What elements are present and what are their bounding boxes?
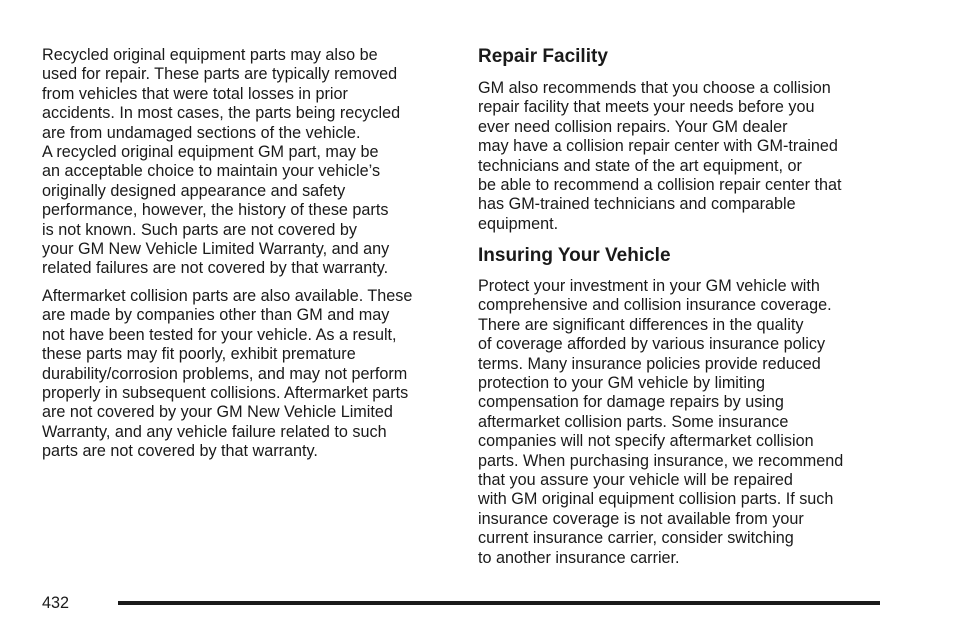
text-line: be able to recommend a collision repair center that: [478, 176, 842, 194]
text-line: compensation for damage repairs by using: [478, 393, 784, 412]
text-line: to another insurance carrier.: [478, 548, 680, 567]
text-line: Warranty, and any vehicle failure related to such: [42, 422, 387, 441]
text-line: repair facility that meets your needs before you: [478, 98, 815, 117]
text-line: current insurance carrier, consider switching: [478, 529, 794, 548]
text-line: your GM New Vehicle Limited Warranty, and any: [42, 240, 390, 258]
text-line: are from undamaged sections of the vehicle.: [42, 123, 361, 142]
text-line: equipment.: [478, 214, 559, 233]
text-line: is not known. Such parts are not covered by: [42, 220, 357, 239]
section-heading-insuring-your-vehicle: Insuring Your Vehicle: [478, 245, 671, 266]
text-line: related failures are not covered by that warranty.: [42, 259, 389, 278]
text-line: Protect your investment in your GM vehicle with: [478, 277, 820, 295]
text-line: has GM-trained technicians and comparable: [478, 195, 796, 214]
text-line: ever need collision repairs. Your GM dealer: [478, 117, 788, 136]
text-line: that you assure your vehicle will be repaired: [478, 471, 793, 489]
text-line: an acceptable choice to maintain your vehicle’s: [42, 162, 381, 181]
text-line: There are significant differences in the quality: [478, 315, 804, 334]
text-line: properly in subsequent collisions. Aftermarket parts: [42, 384, 409, 402]
text-line: with GM original equipment collision parts. If such: [478, 490, 834, 509]
text-line: Recycled original equipment parts may also be: [42, 46, 378, 64]
text-line: companies will not specify aftermarket collision: [478, 432, 814, 451]
text-line: terms. Many insurance policies provide reduced: [478, 354, 821, 373]
text-line: Aftermarket collision parts are also available. These: [42, 287, 413, 305]
text-line: performance, however, the history of these parts: [42, 201, 389, 220]
section-heading-repair-facility: Repair Facility: [478, 46, 608, 67]
text-line: are made by companies other than GM and may: [42, 306, 390, 325]
text-line: GM also recommends that you choose a collision: [478, 79, 831, 97]
text-line: from vehicles that were total losses in prior: [42, 84, 348, 103]
footer-rule: [118, 601, 880, 605]
text-line: aftermarket collision parts. Some insurance: [478, 412, 789, 431]
text-line: technicians and state of the art equipment, or: [478, 156, 802, 175]
text-line: parts are not covered by that warranty.: [42, 442, 318, 461]
text-line: comprehensive and collision insurance coverage.: [478, 296, 832, 315]
text-line: used for repair. These parts are typically removed: [42, 65, 398, 84]
text-line: accidents. In most cases, the parts being recycled: [42, 104, 401, 123]
text-line: insurance coverage is not available from your: [478, 509, 804, 528]
text-line: A recycled original equipment GM part, may be: [42, 143, 379, 161]
text-line: of coverage afforded by various insurance policy: [478, 335, 826, 354]
page-number: 432: [42, 594, 70, 612]
text-line: may have a collision repair center with GM-trained: [478, 137, 838, 156]
text-line: durability/corrosion problems, and may not perform: [42, 364, 408, 383]
text-line: protection to your GM vehicle by limiting: [478, 374, 765, 392]
text-line: are not covered by your GM New Vehicle Limited: [42, 403, 393, 422]
text-line: these parts may fit poorly, exhibit premature: [42, 345, 356, 364]
text-line: not have been tested for your vehicle. As a result,: [42, 325, 397, 344]
text-line: parts. When purchasing insurance, we recommend: [478, 451, 844, 470]
text-line: originally designed appearance and safety: [42, 181, 346, 200]
